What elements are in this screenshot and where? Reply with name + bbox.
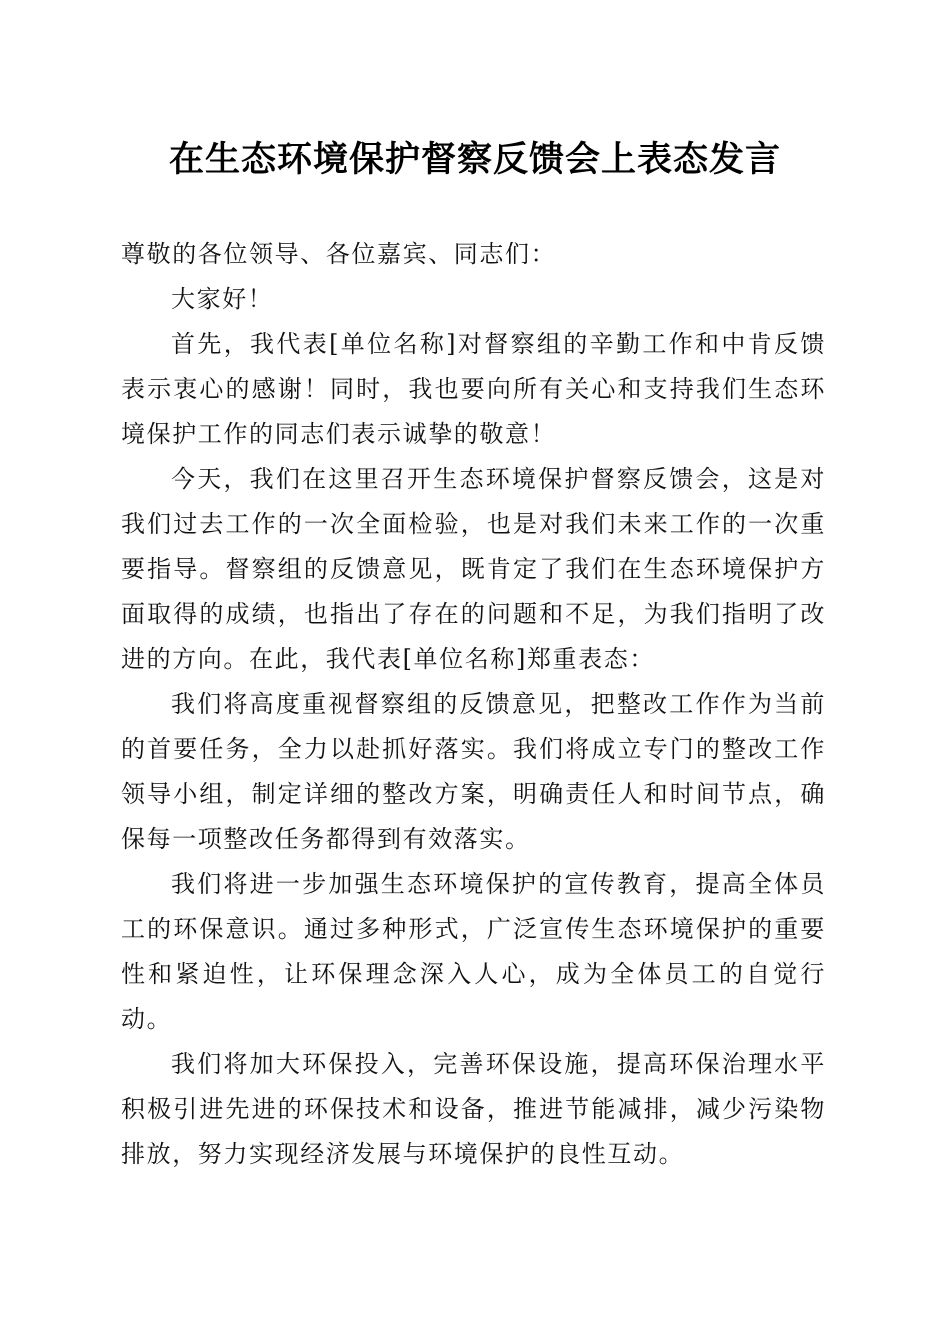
paragraph-thanks: 首先，我代表[单位名称]对督察组的辛勤工作和中肯反馈表示衷心的感谢！同时，我也要向所有关心和支持我们生态环境保护工作的同志们表示诚挚的敬意！ [121,330,826,448]
paragraph-greeting: 大家好！ [171,285,274,313]
salutation: 尊敬的各位领导、各位嘉宾、同志们： [121,240,557,268]
paragraph-meeting: 今天，我们在这里召开生态环境保护督察反馈会，这是对我们过去工作的一次全面检验，也是对我们未来工作的一次重要指导。督察组的反馈意见，既肯定了我们在生态环境保护方面取得的成绩，也指出了存在的问题和不足，为我们指明了改进的方向。在此，我代表[单位名称]郑重表态： [121,465,826,673]
document-body [121,232,826,1177]
document-title: 在生态环境保护督察反馈会上表态发言 [168,139,781,180]
paragraph-investment: 我们将加大环保投入，完善环保设施，提高环保治理水平积极引进先进的环保技术和设备，推进节能减排，减少污染物排放，努力实现经济发展与环境保护的良性互动。 [121,1050,826,1168]
paragraph-education: 我们将进一步加强生态环境保护的宣传教育，提高全体员工的环保意识。通过多种形式，广泛宣传生态环境保护的重要性和紧迫性，让环保理念深入人心，成为全体员工的自觉行动。 [121,870,826,1033]
paragraph-rectification: 我们将高度重视督察组的反馈意见，把整改工作作为当前的首要任务，全力以赴抓好落实。我们将成立专门的整改工作领导小组，制定详细的整改方案，明确责任人和时间节点，确保每一项整改任务都得到有效落实。 [121,690,826,853]
